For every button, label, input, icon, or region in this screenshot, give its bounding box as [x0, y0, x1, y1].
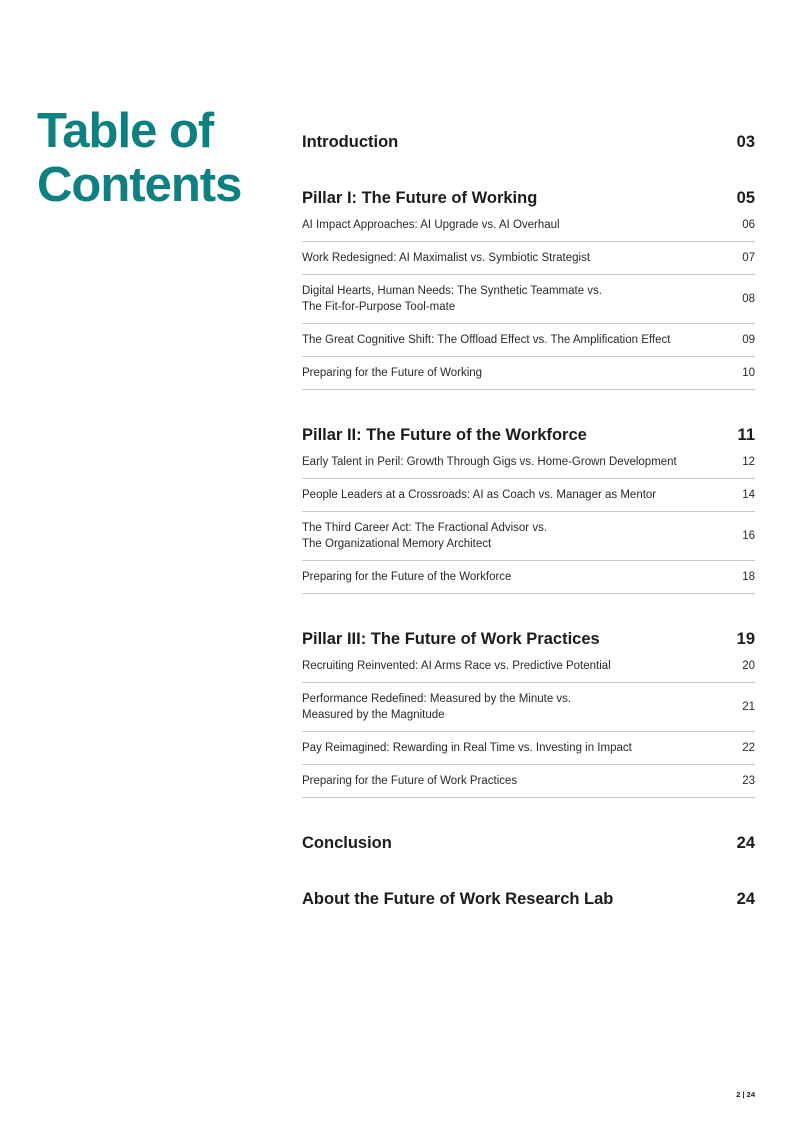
- pillar-2-subsections: [302, 446, 755, 594]
- toc-subentry-page: 16: [742, 530, 755, 542]
- toc-subentry[interactable]: [302, 561, 755, 594]
- toc-subentry-label: [302, 283, 622, 315]
- title-line-2: Contents: [37, 158, 242, 212]
- toc-entry-page: 03: [736, 133, 755, 151]
- toc-subentry-page: 14: [742, 489, 755, 501]
- pillar-3-subsections: [302, 650, 755, 798]
- toc-subentry[interactable]: [302, 275, 755, 324]
- toc-subentry-label: Recruiting Reinvented: AI Arms Race vs. Predictive Potential: [302, 660, 611, 672]
- toc-entry-pillar-1[interactable]: [302, 189, 755, 208]
- toc-subentry-label: [302, 691, 591, 723]
- toc-subentry[interactable]: [302, 650, 755, 683]
- page-number-indicator: 2 | 24: [736, 1090, 755, 1099]
- toc-subentry-label-line-2: Measured by the Magnitude: [302, 709, 445, 721]
- toc-entry-about[interactable]: [302, 890, 755, 909]
- toc-entry-page: 19: [736, 630, 755, 648]
- toc-subentry-page: 22: [742, 742, 755, 754]
- toc-entry-label: Pillar I: The Future of Working: [302, 189, 538, 207]
- toc-entry-label: Pillar III: The Future of Work Practices: [302, 630, 600, 648]
- toc-subentry[interactable]: [302, 765, 755, 798]
- toc-subentry-page: 10: [742, 367, 755, 379]
- toc-entry-conclusion[interactable]: [302, 834, 755, 853]
- toc-subentry[interactable]: [302, 242, 755, 275]
- toc-subentry-page: 23: [742, 775, 755, 787]
- toc-subentry[interactable]: [302, 683, 755, 732]
- toc-subentry-label: Early Talent in Peril: Growth Through Gigs vs. Home-Grown Development: [302, 456, 677, 468]
- toc-subentry-page: 06: [742, 219, 755, 231]
- toc-subentry[interactable]: [302, 512, 755, 561]
- toc-subentry-label: AI Impact Approaches: AI Upgrade vs. AI Overhaul: [302, 219, 560, 231]
- toc-subentry[interactable]: [302, 209, 755, 242]
- toc-subentry-label: Preparing for the Future of Work Practices: [302, 775, 518, 787]
- toc-subentry-label: Preparing for the Future of Working: [302, 367, 483, 379]
- toc-entry-page: 24: [736, 890, 755, 908]
- toc-subentry-page: 08: [742, 293, 755, 305]
- toc-subentry-page: 09: [742, 334, 755, 346]
- toc-entry-page: 24: [736, 834, 755, 852]
- toc-subentry[interactable]: [302, 357, 755, 390]
- toc-entry-introduction[interactable]: [302, 133, 755, 152]
- pillar-1-subsections: [302, 209, 755, 390]
- toc-entry-label: Conclusion: [302, 834, 392, 852]
- toc-subentry-label-line-1: Performance Redefined: Measured by the Minute vs.: [302, 693, 572, 705]
- toc-subentry-page: 20: [742, 660, 755, 672]
- toc-subentry-label-line-2: The Fit-for-Purpose Tool-mate: [302, 301, 456, 313]
- toc-subentry-label-line-2: The Organizational Memory Architect: [302, 538, 492, 550]
- toc-entry-page: 11: [737, 426, 755, 444]
- toc-entry-pillar-3[interactable]: [302, 630, 755, 649]
- toc-subentry-label: Pay Reimagined: Rewarding in Real Time vs. Investing in Impact: [302, 742, 632, 754]
- toc-entry-pillar-2[interactable]: [302, 426, 755, 445]
- toc-entry-label: Pillar II: The Future of the Workforce: [302, 426, 587, 444]
- toc-subentry-label: Preparing for the Future of the Workforce: [302, 571, 512, 583]
- toc-subentry-page: 21: [742, 701, 755, 713]
- toc-subentry[interactable]: [302, 324, 755, 357]
- toc-subentry-page: 18: [742, 571, 755, 583]
- toc-subentry[interactable]: [302, 446, 755, 479]
- toc-entry-label: Introduction: [302, 133, 399, 151]
- toc-subentry-label: [302, 520, 567, 552]
- toc-subentry[interactable]: [302, 732, 755, 765]
- toc-subentry-page: 07: [742, 252, 755, 264]
- toc-subentry-label: Work Redesigned: AI Maximalist vs. Symbiotic Strategist: [302, 252, 591, 264]
- toc-subentry[interactable]: [302, 479, 755, 512]
- toc-subentry-page: 12: [742, 456, 755, 468]
- toc-subentry-label: People Leaders at a Crossroads: AI as Coach vs. Manager as Mentor: [302, 489, 657, 501]
- page-title: [37, 104, 241, 212]
- title-line-1: Table of: [37, 104, 214, 158]
- toc-subentry-label: The Great Cognitive Shift: The Offload Effect vs. The Amplification Effect: [302, 334, 671, 346]
- toc-subentry-label-line-1: Digital Hearts, Human Needs: The Synthetic Teammate vs.: [302, 285, 602, 297]
- toc-entry-page: 05: [736, 189, 755, 207]
- toc-subentry-label-line-1: The Third Career Act: The Fractional Advisor vs.: [302, 522, 548, 534]
- toc-entry-label: About the Future of Work Research Lab: [302, 890, 614, 908]
